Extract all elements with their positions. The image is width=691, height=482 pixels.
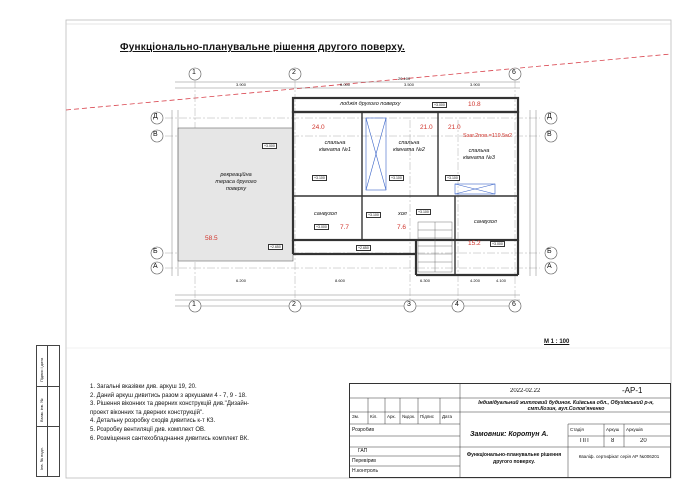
axis-bottom-6: 6 xyxy=(512,301,516,308)
dim-bottom: 6.300 xyxy=(420,278,431,283)
level-mark: +3.000 xyxy=(492,242,503,246)
level-mark: +3.100 xyxy=(314,176,325,180)
axis-left-a: А xyxy=(153,263,158,270)
stamp-role: Розробив xyxy=(352,427,375,433)
stamp-sheet: 8 xyxy=(611,438,615,444)
stamp-col-header: Арк. xyxy=(387,414,396,419)
stamp-code: -АР-1 xyxy=(622,386,643,395)
room-area-bedroom-1: 24.0 xyxy=(312,124,325,131)
level-mark: +2.650 xyxy=(270,245,281,249)
level-mark: +3.000 xyxy=(316,225,327,229)
dim-top: 6.000 xyxy=(340,82,351,87)
room-area-bathroom-1: 7.7 xyxy=(340,224,350,231)
axis-top-2: 2 xyxy=(292,69,296,76)
room-area-hall: 7.6 xyxy=(397,224,407,231)
stamp-role: Н.контроль xyxy=(352,468,379,474)
note-line: проект віконних та дверних конструкцій". xyxy=(90,409,204,416)
dim-top: 3.900 xyxy=(236,82,247,87)
total-area: Sзаг.2пов.=119.5м2 xyxy=(463,133,513,139)
dim-top: 3.900 xyxy=(470,82,481,87)
room-name-loggia: лоджія другого поверху xyxy=(340,101,401,107)
axis-right-a: А xyxy=(547,263,552,270)
stamp-col-header: Кіл. xyxy=(370,414,378,419)
room-area-bedroom-2: 21.0 xyxy=(420,124,433,131)
axis-bottom-4: 4 xyxy=(455,301,459,308)
stamp-project: Індивідуальний житловий будинок. Київська обл., Обухівський р-н, смт.Козин, вул.Солов'яненко xyxy=(478,400,654,412)
stamp-stage-header: Аркушів xyxy=(626,427,643,432)
drawing-scale: М 1 : 100 xyxy=(544,339,570,345)
room-name-terrace: рекреаційна тераса другого поверху xyxy=(215,172,257,192)
room-area-bathroom-2: 15.2 xyxy=(468,240,481,247)
room-name-bedroom-3: спальна кімната №3 xyxy=(463,148,495,161)
stamp-stage-header: Аркуш xyxy=(606,427,620,432)
axis-top-1: 1 xyxy=(192,69,196,76)
dim-bottom: 4.100 xyxy=(496,278,507,283)
stamp-date: 2022-02.22 xyxy=(510,388,541,394)
note-line: 3. Рішення віконних та дверних конструкцій див."Дизайн- xyxy=(90,401,249,408)
level-mark: +3.100 xyxy=(447,176,458,180)
axis-left-v: В xyxy=(153,131,158,138)
level-mark: +3.000 xyxy=(264,144,275,148)
room-area-bedroom-3: 21.0 xyxy=(448,124,461,131)
level-mark: +2.650 xyxy=(358,246,369,250)
stamp-stage: ПП xyxy=(580,438,589,444)
room-name-bedroom-1: спальна кімната №1 xyxy=(319,140,351,153)
level-mark: +3.100 xyxy=(391,176,402,180)
stamp-role: ГАП xyxy=(358,448,368,454)
side-label: Інв. № подл. xyxy=(39,446,44,470)
room-name-bathroom-1: санвузол xyxy=(314,211,337,217)
axis-bottom-3: 3 xyxy=(407,301,411,308)
note-line: 2. Даний аркуш дивитись разом з аркушами 4 - 7, 9 - 18. xyxy=(90,392,247,399)
axis-top-6: 6 xyxy=(512,69,516,76)
dim-bottom: 6.200 xyxy=(236,278,247,283)
level-mark: +3.000 xyxy=(434,103,445,107)
axis-left-d: Д xyxy=(153,113,158,120)
room-name-bedroom-2: спальна кімната №2 xyxy=(393,140,425,153)
drawing-title: Функціонально-планувальне рішення другого поверху. xyxy=(120,42,406,53)
room-area-loggia: 10.8 xyxy=(468,101,481,108)
stamp-col-header: Підпис xyxy=(420,414,435,419)
dim-top: 3.500 xyxy=(404,82,415,87)
side-label: Підпис і дата xyxy=(39,357,44,382)
stamp-certificate: Кваліф. сертифікат серія АР №006201 xyxy=(578,454,660,459)
side-label: Взам. інв. № xyxy=(39,398,44,422)
dim-bottom: 4.200 xyxy=(470,278,481,283)
stamp-sheet-title: Функціонально-планувальне рішення другого поверху. xyxy=(466,452,562,465)
level-mark: +3.100 xyxy=(368,213,379,217)
stamp-col-header: Зм. xyxy=(352,414,360,419)
side-signature-strip xyxy=(36,345,60,477)
note-line: 5. Розробку вентиляції див. комплект ОВ. xyxy=(90,426,206,433)
note-line: 4. Детальну розробку сходів дивитись к-т КЗ. xyxy=(90,418,216,425)
axis-right-b: Б xyxy=(547,248,552,255)
room-name-hall: хол xyxy=(398,211,407,217)
axis-bottom-1: 1 xyxy=(192,301,196,308)
room-name-bathroom-2: санвузол xyxy=(474,219,497,225)
stamp-role: Перевірив xyxy=(352,458,376,464)
axis-left-b: Б xyxy=(153,248,158,255)
axis-right-d: Д xyxy=(547,113,552,120)
title-block xyxy=(349,383,671,478)
level-mark: +3.100 xyxy=(418,210,429,214)
note-line: 6. Розміщення сантехобладнання дивитись комплект ВК. xyxy=(90,435,249,442)
note-line: 1. Загальні вказівки див. аркуш 19, 20. xyxy=(90,384,197,390)
stamp-col-header: №док. xyxy=(402,414,416,419)
dim-bottom: 8.600 xyxy=(335,278,346,283)
axis-right-v: В xyxy=(547,131,552,138)
dim-total: 20.100 xyxy=(398,76,411,81)
stamp-customer: Замовник: Коротун А. xyxy=(470,431,549,438)
stamp-stage-header: Стадія xyxy=(570,427,584,432)
stamp-col-header: Дата xyxy=(442,414,452,419)
axis-bottom-2: 2 xyxy=(292,301,296,308)
room-area-terrace: 58.5 xyxy=(205,235,218,242)
general-notes xyxy=(90,383,350,443)
stamp-sheets: 20 xyxy=(640,438,647,444)
